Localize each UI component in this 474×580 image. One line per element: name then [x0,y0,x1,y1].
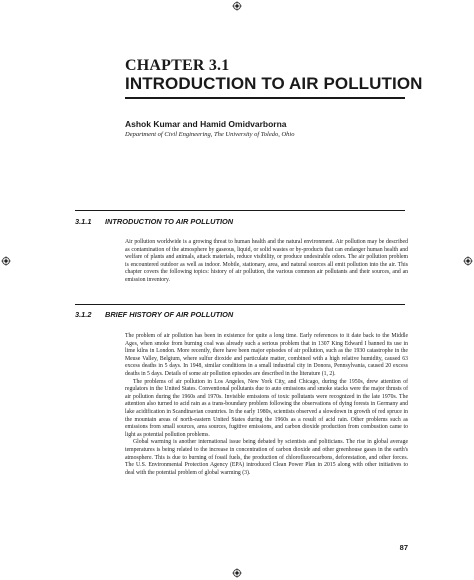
section-rule [75,304,405,305]
page-number: 87 [399,543,408,552]
section-number: 3.1.2 [75,310,92,319]
section-body [125,239,408,285]
section-number: 3.1.1 [75,217,92,226]
registration-mark-icon [463,256,473,266]
paragraph: Global warming is another international issue being debated by scientists and politicians. The rise in global average temperatures is being related to the increase in concentration of carbon dioxide and other greenhouse gases in the earth's atmosphere. This is due to burning of fossil fuels, the production of chlorofluorocarbons, deforestation, and other forces. The U.S. Environmental Protection Agency (EPA) introduced Clean Power Plan in 2015 along with other initiatives to deal with the potential problem of global warming (3). [125,439,408,476]
registration-mark-icon [232,568,242,578]
paragraph: The problems of air pollution in Los Angeles, New York City, and Chicago, during the 1950s, drew attention of regulators in the United States. Conventional pollutants due to auto emissions and smoke stacks were the major thrusts of air pollution during the 1960s and 1970s. Invisible emissions of toxic pollutants were recognized in the late 1970s. The attention also turned to acid rain as a trans-boundary problem following the observations of dying forests in Germany and lake acidification in Scandinavian countries. In the early 1980s, scientists observed a slowdown in growth of red spruce in the mountain areas of north-eastern United States during the 1960s as a result of acid rain. Other problems such as emissions from small sources, area sources, fugitive emissions, and carbon dioxide production from combustion came to light as potential pollution problems. [125,378,408,438]
title-rule [125,97,405,99]
paragraph: Air pollution worldwide is a growing threat to human health and the natural environment. Air pollution may be described as contamination of the atmosphere by gaseous, liquid, or solid wastes or by-products that can endanger human health and welfare of plants and animals, attack materials, reduce visibility, or produce undesirable odors. The air pollution problem is encountered outdoor as well as indoor. Mobile, stationary, area, and natural sources all emit pollution into the air. This chapter covers the following topics: history of air pollution, the various common air pollutants and their sources, and an emission inventory. [125,239,408,283]
section-title: BRIEF HISTORY OF AIR POLLUTION [105,310,234,319]
section-title: INTRODUCTION TO AIR POLLUTION [105,217,234,226]
chapter-authors: Ashok Kumar and Hamid Omidvarborna [125,119,287,129]
chapter-number: CHAPTER 3.1 [125,57,230,74]
registration-mark-icon [232,1,242,11]
registration-mark-icon [1,256,11,266]
section-heading [75,310,233,320]
paragraph: The problem of air pollution has been in existence for quite a long time. Early references to it date back to the Middle Ages, when smoke from burning coal was already such a serious problem that in 1307 King Edward I banned its use in lime kilns in London. More recently, there have been major episodes of air pollution, such as the 1930 catastrophe in the Meuse Valley, Belgium, where sulfur dioxide and particulate matter, combined with a high relative humidity, caused 63 excess deaths in 5 days. In 1948, similar conditions in a small industrial city in Donora, Pennsylvania, caused 20 excess deaths in 5 days. Details of some air pollution episodes are described in the literature (1, 2). [125,333,408,377]
section-heading [75,217,233,227]
chapter-title: INTRODUCTION TO AIR POLLUTION [125,74,423,93]
section-body [125,333,408,477]
section-rule [75,210,405,211]
author-affiliation: Department of Civil Engineering, The University of Toledo, Ohio [125,131,295,138]
